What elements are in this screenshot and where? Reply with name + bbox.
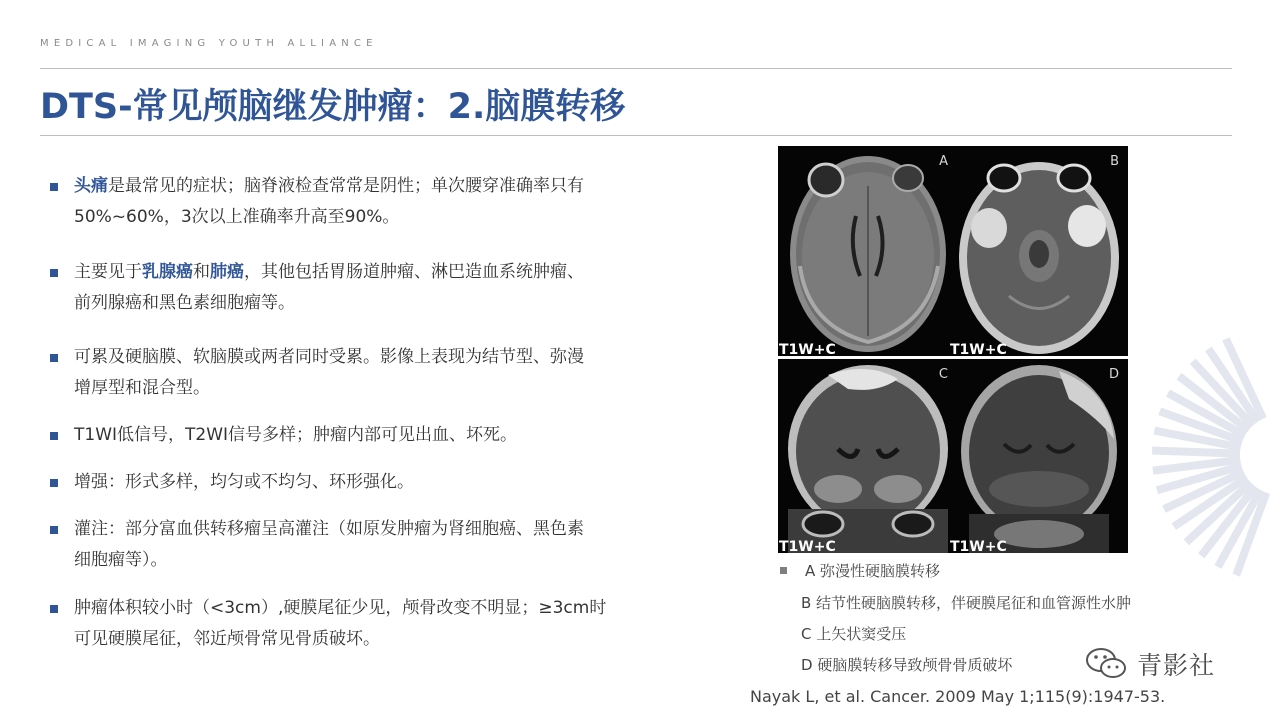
mri-panel-c bbox=[778, 359, 957, 553]
bullet-square-icon bbox=[50, 183, 58, 191]
caption-a: A 弥漫性硬脑膜转移 bbox=[780, 560, 940, 581]
panel-letter-d: D bbox=[1108, 367, 1119, 382]
bullet-text bbox=[74, 257, 690, 319]
bullet-text-part: 是最常见的症状；脑脊液检查常常是阴性；单次腰穿准确率只有 bbox=[108, 176, 584, 196]
citation: Nayak L, et al. Cancer. 2009 May 1;115(9):1947-53. bbox=[750, 687, 1166, 706]
panel-sequence-d: T1W+C bbox=[950, 539, 1007, 553]
bullet-item bbox=[50, 420, 690, 451]
bullet-text bbox=[74, 467, 690, 498]
bullet-text-line2: 可见硬膜尾征，邻近颅骨常见骨质破坏。 bbox=[74, 629, 380, 649]
page-title: DTS-常见颅脑继发肿瘤：2.脑膜转移 bbox=[40, 87, 626, 127]
caption-d: D 硬脑膜转移导致颅骨骨质破坏 bbox=[801, 656, 1013, 674]
highlight-term: 肺癌 bbox=[210, 262, 244, 282]
bullet-square-icon bbox=[50, 354, 58, 362]
bullet-item bbox=[50, 342, 690, 404]
highlight-term: 头痛 bbox=[74, 176, 108, 196]
bullet-item bbox=[50, 593, 690, 655]
mri-image-c bbox=[778, 359, 957, 553]
bullet-square-icon bbox=[50, 269, 58, 277]
caption-c: C 上矢状窦受压 bbox=[801, 625, 907, 643]
bullet-text-part: 灌注：部分富血供转移瘤呈高灌注（如原发肿瘤为肾细胞癌、黑色素 bbox=[74, 519, 584, 539]
panel-letter-b: B bbox=[1110, 154, 1119, 169]
panel-sequence-a: T1W+C bbox=[779, 342, 836, 356]
bullet-text-part: ，其他包括胃肠道肿瘤、淋巴造血系统肿瘤、 bbox=[244, 262, 584, 282]
panel-letter-c: C bbox=[938, 367, 948, 382]
bullet-item bbox=[50, 467, 690, 498]
panel-letter-a: A bbox=[939, 154, 948, 169]
mri-image-d bbox=[949, 359, 1128, 553]
bullet-text-part: 可累及硬脑膜、软脑膜或两者同时受累。影像上表现为结节型、弥漫 bbox=[74, 347, 584, 367]
decor-ray bbox=[1152, 451, 1240, 454]
bullet-text-part: 和 bbox=[193, 262, 210, 282]
bullet-text bbox=[74, 514, 690, 576]
brand-label: MEDICAL IMAGING YOUTH ALLIANCE bbox=[40, 38, 378, 49]
bullet-square-icon bbox=[50, 432, 58, 440]
header-divider-bottom bbox=[40, 135, 1232, 136]
panel-sequence-c: T1W+C bbox=[779, 539, 836, 553]
watermark-text: 青影社 bbox=[1137, 651, 1216, 680]
bullet-square-icon bbox=[50, 526, 58, 534]
mri-figure bbox=[778, 146, 1130, 553]
bullet-text bbox=[74, 593, 690, 655]
mri-panel-d bbox=[949, 359, 1128, 553]
bullet-text-part: 主要见于 bbox=[74, 262, 142, 282]
bullet-text-line2: 前列腺癌和黑色素细胞瘤等。 bbox=[74, 293, 295, 313]
bullet-item bbox=[50, 171, 690, 233]
panel-sequence-b: T1W+C bbox=[950, 342, 1007, 356]
highlight-term: 乳腺癌 bbox=[142, 262, 193, 282]
decorative-rays bbox=[1150, 330, 1280, 580]
caption-b: B 结节性硬脑膜转移，伴硬膜尾征和血管源性水肿 bbox=[801, 594, 1132, 612]
caption-bullet-icon bbox=[780, 567, 787, 574]
bullet-text bbox=[74, 171, 690, 233]
bullet-square-icon bbox=[50, 479, 58, 487]
mri-panel-b bbox=[949, 146, 1128, 356]
bullet-text bbox=[74, 420, 690, 451]
watermark bbox=[1085, 646, 1215, 682]
bullet-text-line2: 细胞瘤等）。 bbox=[74, 550, 168, 570]
bullet-text-part: 增强：形式多样，均匀或不均匀、环形强化。 bbox=[74, 472, 414, 492]
bullet-text-part: 肿瘤体积较小时（<3cm）,硬膜尾征少见，颅骨改变不明显；≥3cm时 bbox=[74, 598, 607, 618]
header-divider-top bbox=[40, 68, 1232, 69]
bullet-item bbox=[50, 514, 690, 576]
bullet-text-line2: 50%~60%，3次以上准确率升高至90%。 bbox=[74, 207, 400, 227]
bullet-square-icon bbox=[50, 605, 58, 613]
bullet-text-line2: 增厚型和混合型。 bbox=[74, 378, 210, 398]
mri-panel-a bbox=[778, 146, 957, 356]
wechat-icon bbox=[1085, 646, 1127, 682]
bullet-text-part: T1WI低信号，T2WI信号多样；肿瘤内部可见出血、坏死。 bbox=[74, 425, 518, 445]
mri-image-b bbox=[949, 146, 1128, 356]
bullet-item bbox=[50, 257, 690, 319]
bullet-text bbox=[74, 342, 690, 404]
mri-image-a bbox=[778, 146, 957, 356]
